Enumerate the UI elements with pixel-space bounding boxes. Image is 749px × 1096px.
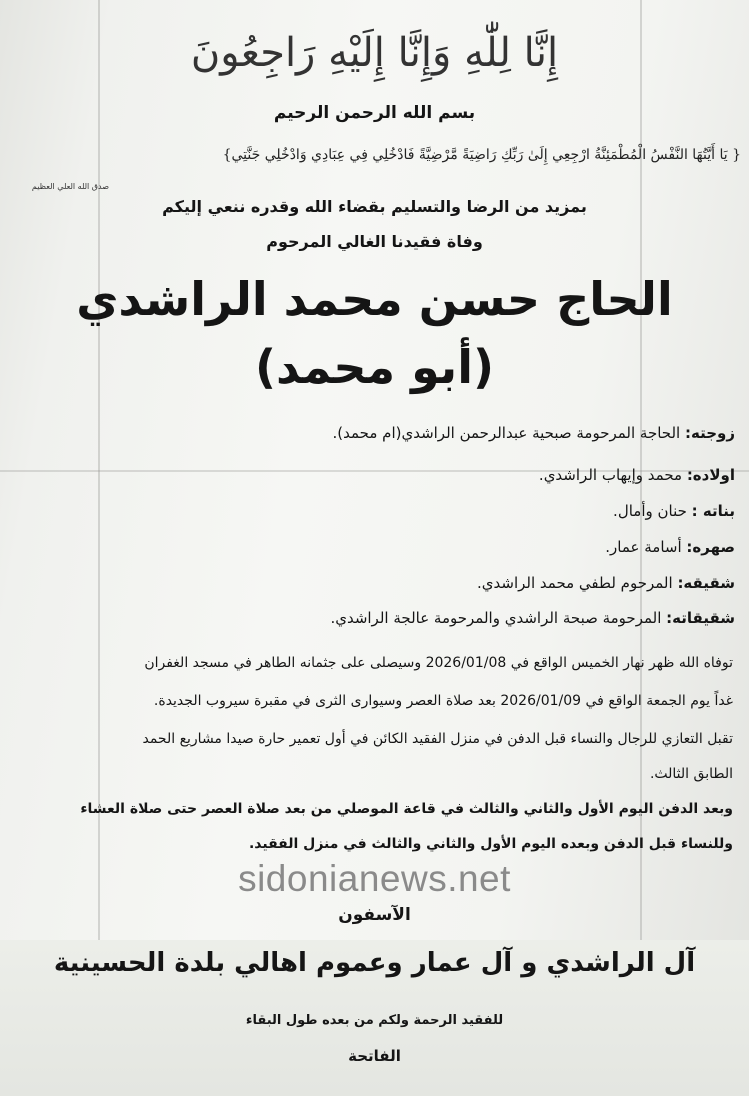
condolences-line-4: وللنساء قبل الدفن وبعده اليوم الأول والثاني والثالث في منزل الفقيد. <box>248 836 733 852</box>
closing-line: للفقيد الرحمة ولكم من بعده طول البقاء <box>245 1013 504 1028</box>
verse-heading: إِنَّا لِلّٰهِ وَإِنَّا إِلَيْهِ رَاجِعُونَ <box>190 30 559 76</box>
family-row-wife <box>0 424 735 442</box>
bismillah: بسم الله الرحمن الرحيم <box>273 103 476 123</box>
family-value: محمد وإيهاب الراشدي. <box>538 466 687 484</box>
family-row-sisters <box>0 609 735 627</box>
funeral-line-2: غداً يوم الجمعة الواقع في 2026/01/09 بعد صلاة العصر وسيوارى الثرى في مقبرة سيروب الجديدة. <box>153 693 733 709</box>
condolences-line-2: الطابق الثالث. <box>649 766 733 782</box>
family-value: أسامة عمار. <box>605 538 687 556</box>
condolences-line-3: وبعد الدفن اليوم الأول والثاني والثالث في قاعة الموصلي من بعد صلاة العصر حتى صلاة العشاء <box>80 801 733 817</box>
family-key: اولاده: <box>686 466 735 484</box>
family-key: زوجته: <box>685 424 735 442</box>
mourning-families: آل الراشدي و آل عمار وعموم اهالي بلدة الحسينية <box>53 948 696 978</box>
family-value: حنان وأمال. <box>613 502 692 520</box>
family-key: صهره: <box>686 538 735 556</box>
family-row-daughters <box>0 502 735 520</box>
family-row-sons <box>0 466 735 484</box>
sadaq-line: صدق الله العلي العظيم <box>31 182 109 191</box>
watermark: sidonianews.net <box>238 858 511 899</box>
family-value: المرحومة صبحة الراشدي والمرحومة عالجة الراشدي. <box>330 609 667 627</box>
family-value: الحاجة المرحومة صبحية عبدالرحمن الراشدي(ام محمد). <box>332 424 685 442</box>
quran-verse: { يَا أَيَّتُهَا النَّفْسُ الْمُطْمَئِنَّةُ ارْجِعِي إِلَىٰ رَبِّكِ رَاضِيَةً مَّرْضِيَّةً فَادْخُلِي فِي عِبَادِي وَادْخُلِي جَنَّتِي} <box>222 147 741 163</box>
condolences-line-1: تقبل التعازي للرجال والنساء قبل الدفن في منزل الفقيد الكائن في أول تعمير حارة صيدا مشاريع الحمد <box>142 731 733 747</box>
family-row-son-in-law <box>0 538 735 556</box>
family-key: بناته : <box>691 502 735 520</box>
intro-line-1: بمزيد من الرضا والتسليم بقضاء الله وقدره ننعي إليكم <box>162 197 587 216</box>
family-row-brother <box>0 574 735 592</box>
funeral-line-1: توفاه الله ظهر نهار الخميس الواقع في 2026/01/08 وسيصلى على جثمانه الطاهر في مسجد الغفران <box>144 655 733 671</box>
family-key: شقيقاته: <box>666 609 735 627</box>
intro-line-2: وفاة فقيدنا الغالي المرحوم <box>266 232 483 251</box>
fatiha: الفاتحة <box>348 1047 401 1065</box>
deceased-name: الحاج حسن محمد الراشدي <box>76 272 673 326</box>
mourners-title: الآسفون <box>338 905 411 925</box>
family-key: شقيقه: <box>677 574 735 592</box>
deceased-kunya: (أبو محمد) <box>255 340 494 394</box>
family-value: المرحوم لطفي محمد الراشدي. <box>477 574 678 592</box>
